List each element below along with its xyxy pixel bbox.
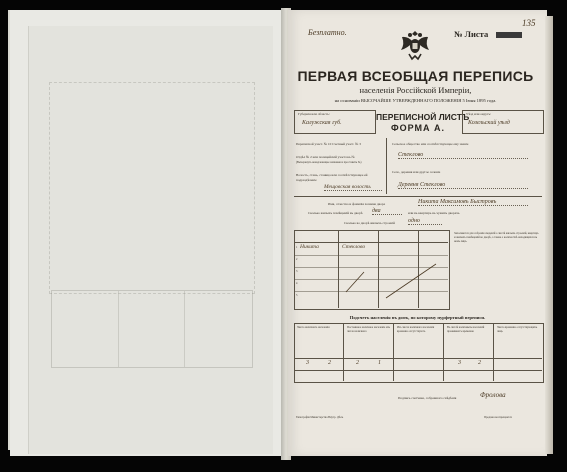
houses-label: Сколько жилыхъ помѣщеній въ дворѣ [308,211,363,215]
summary-cell: 3 [306,360,309,366]
summary-col-header: Въ числѣ наличныхъ населеній проживаютъ временно [447,326,485,333]
parish-label: Волость, стань, станица или соотвѣтствующее ей подраздѣленіе [296,173,368,182]
summary-col-rule [443,323,444,381]
left-page-faint-print [49,82,255,294]
field-divider [386,138,387,194]
province-value: Калужская губ. [302,120,342,126]
free-label: Безплатно. [308,28,347,37]
signature-label: Подпись счетчика, собравшаго свѣдѣнія [398,396,457,400]
census-subtitle: населенія Россійской Имперіи, [359,85,472,95]
sale-prohibited-note: Продажа воспрещается [484,416,512,419]
dwelling-row-number: 4 [296,282,298,285]
rented-label: или въ квартиръ въ чужихъ дворахъ [408,211,460,215]
strike-mark [342,266,372,296]
society-label: Сельское общество или соотвѣтствующее ему званіе [392,142,469,146]
summary-col-header: Число временно отсутствующихъ лицъ [497,326,538,333]
buildings-label: Сколько во дворѣ жилыхъ строеній [344,221,395,225]
summary-col-header: Число наличнаго населенія [297,326,330,329]
society-value: Стеклово [398,152,528,159]
summary-cell: 1 [378,360,381,366]
left-page-bleedthrough-table [51,290,253,368]
village-value: Деревня Стеклово [398,182,528,189]
dwelling-row-number: 1 [296,246,298,249]
summary-row-rule [294,370,542,371]
county-label: Уѣзд или округъ: [466,112,492,116]
houses-value: два [372,208,402,215]
summary-cell: 3 [458,360,461,366]
imperial-eagle-icon [398,28,432,64]
summary-col-rule [343,323,344,381]
dwelling-row-number: 3 [296,270,298,273]
dwelling-row-number: 5 [296,294,298,297]
census-form-page [288,10,547,456]
section-rule [294,196,542,197]
counter-label: Отдѣл № 2 или полицейскій участокъ № [296,155,355,159]
dwelling-table-col-rule [378,230,379,308]
sheet-number-box [496,32,522,38]
dwelling-row-name: Никита [300,244,319,250]
summary-col-header: Изъ числа наличнаго населенія временно отсутствуютъ [397,326,435,333]
dwelling-table-col-rule [338,230,339,308]
village-label: Село, деревня или другое селеніе [392,170,441,174]
left-blank-page [10,10,282,456]
left-page-surface [28,26,273,454]
owner-value: Никита Максимовъ Быстровъ [418,199,528,206]
census-legal-basis: на основаніи ВЫСОЧАЙШЕ УТВЕРЖДЕННАГО ПОЛОЖЕНІЯ 5 Іюня 1895 года. [334,98,497,103]
census-title: ПЕРВАЯ ВСЕОБЩАЯ ПЕРЕПИСЬ [297,68,534,84]
parish-value: Мещовская волость [324,184,382,191]
province-label: Губернія или область: [298,112,330,116]
summary-title: Подсчетъ населенія въ домъ, по которому пурфертный переписи. [349,315,486,320]
counter-note: (Вычеркнуть ненадлежащее название и проставить №) [296,161,362,164]
owner-label: Имя, отчество и фамилія хозяина двора [328,202,386,206]
strike-mark [382,258,442,304]
dwelling-row-type: Стеклово [342,244,366,250]
dwelling-row-rule [294,255,448,256]
sheet-title: ПЕРЕПИСНОЙ ЛИСТЪ [376,112,470,122]
summary-row-rule [294,358,542,359]
district-label: Переписной участ. № 10 Счетный участ. № 3 [296,142,361,146]
summary-cell: 2 [356,360,359,366]
summary-cell: 2 [478,360,481,366]
summary-col-header: Постоянное наличное населеніе изъ числа наличнаго [347,326,390,333]
summary-cell: 2 [328,360,331,366]
summary-col-rule [393,323,394,381]
printer-imprint: Типографія Министерства Внутр. Дѣлъ [296,416,344,419]
counter-signature: Фролова [480,391,506,399]
form-name: ФОРМА А. [390,123,446,133]
county-value: Козельский уѣзд [468,120,510,126]
dwelling-notes: Заполняется для собранія сведеній о числѣ жилыхъ строеній, квартиръ и жилыхъ помѣщеній во дворѣ, а также о количествѣ находящихся въ немъ лицъ. [454,232,539,243]
handwritten-page-number: 135 [522,18,536,28]
buildings-value: одно [408,218,442,225]
right-page-edge [545,16,553,454]
dwelling-table-header-rule [294,242,448,243]
dwelling-row-number: 2 [296,258,298,261]
summary-col-rule [493,323,494,381]
sheet-number-label: № Листа [454,29,489,39]
